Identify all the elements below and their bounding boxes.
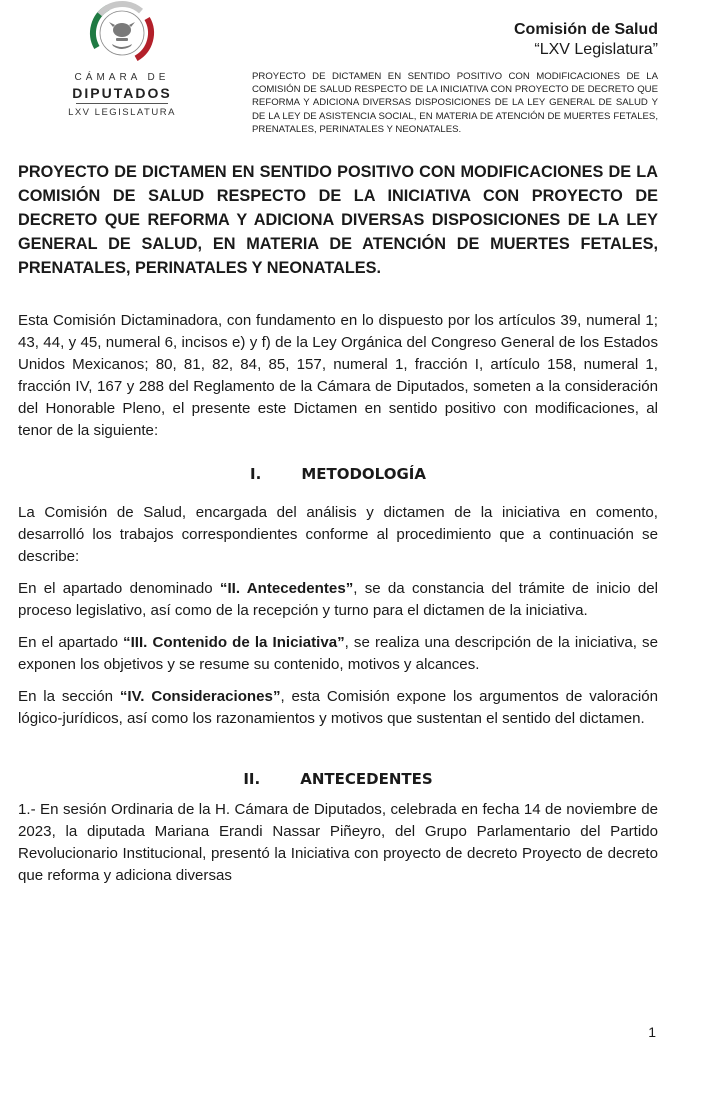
coat-of-arms-seal-icon bbox=[82, 0, 162, 62]
chamber-label-top: CÁMARA DE bbox=[74, 72, 170, 83]
methodology-paragraph-1: La Comisión de Salud, encargada del análisis y dictamen de la iniciativa en comento, desarrolló los trabajos correspondientes conforme al procedimiento que a continuación se describe: bbox=[18, 504, 658, 565]
commission-header bbox=[514, 20, 658, 60]
text-run: , esta Comisión expone los argumentos de valoración lógico-jurídicos, así como los razonamientos y motivos que sustentan el sentido del dictamen. bbox=[18, 688, 659, 727]
camara-logo bbox=[62, 0, 182, 128]
section-title: METODOLOGÍA bbox=[301, 465, 426, 483]
text-run: En el apartado bbox=[18, 634, 124, 651]
text-run: En la sección bbox=[18, 688, 120, 705]
text-run: , se da constancia del trámite de inicio del proceso legislativo, así como de la recepción y turno para el dictamen de la iniciativa. bbox=[18, 580, 658, 619]
section-title: ANTECEDENTES bbox=[300, 770, 433, 788]
commission-legislature: “LXV Legislatura” bbox=[534, 41, 658, 58]
commission-title: Comisión de Salud bbox=[513, 21, 658, 38]
methodology-paragraph-2 bbox=[18, 578, 658, 622]
bold-reference: “II. Antecedentes” bbox=[219, 580, 354, 597]
logo-divider bbox=[76, 103, 168, 104]
section-number: II. bbox=[243, 770, 261, 788]
document-body bbox=[18, 160, 658, 887]
header-summary: PROYECTO DE DICTAMEN EN SENTIDO POSITIVO CON MODIFICACIONES DE LA COMISIÓN DE SALUD RESPECTO DE LA INICIATIVA CON PROYECTO DE DECRETO QUE REFORMA Y ADICIONA DIVERSAS DISPOSICIONES DE LA LEY GENERAL DE SALUD Y DE LA LEY DE ASISTENCIA SOCIAL, EN MATERIA DE ATENCIÓN DE MUERTES FETALES, PRENATALES, PERINATALES Y NEONATALES. bbox=[252, 71, 658, 135]
document-title: PROYECTO DE DICTAMEN EN SENTIDO POSITIVO CON MODIFICACIONES DE LA COMISIÓN DE SALUD RESPECTO DE LA INICIATIVA CON PROYECTO DE DECRETO QUE REFORMA Y ADICIONA DIVERSAS DISPOSICIONES DE LA LEY GENERAL DE SALUD, EN MATERIA DE ATENCIÓN DE MUERTES FETALES, PRENATALES, PERINATALES Y NEONATALES. bbox=[18, 163, 658, 277]
text-run: En el apartado denominado bbox=[18, 580, 220, 597]
legislature-label: LXV LEGISLATURA bbox=[68, 107, 176, 118]
methodology-paragraph-4 bbox=[18, 686, 658, 730]
section-heading-antecedentes bbox=[18, 768, 658, 790]
chamber-label-main: DIPUTADOS bbox=[72, 85, 172, 101]
antecedentes-paragraph-1: 1.- En sesión Ordinaria de la H. Cámara de Diputados, celebrada en fecha 14 de noviembre de 2023, la diputada Mariana Erandi Nassar Piñeyro, del Grupo Parlamentario del Partido Revolucionario Institucional, presentó la Iniciativa con proyecto de decreto Proyecto de decreto que reforma y adiciona diversas bbox=[18, 801, 658, 884]
bold-reference: “IV. Consideraciones” bbox=[119, 688, 281, 705]
intro-paragraph: Esta Comisión Dictaminadora, con fundamento en lo dispuesto por los artículos 39, numeral 1; 43, 44, y 45, numeral 6, incisos e) y f) de la Ley Orgánica del Congreso General de los Estados Unidos Mexicanos; 80, 81, 82, 84, 85, 157, numeral 1, fracción I, artículo 158, numeral 1, fracción IV, 167 y 288 del Reglamento de la Cámara de Diputados, someten a la consideración del Honorable Pleno, el presente este Dictamen en sentido positivo con modificaciones, al tenor de la siguiente: bbox=[18, 312, 658, 439]
text-run: , se realiza una descripción de la iniciativa, se exponen los objetivos y se resume su contenido, motivos y alcances. bbox=[18, 634, 658, 673]
section-number: I. bbox=[250, 465, 262, 483]
methodology-paragraph-3 bbox=[18, 632, 658, 676]
page-number: 1 bbox=[648, 1024, 656, 1040]
section-heading-methodology bbox=[18, 463, 658, 485]
bold-reference: “III. Contenido de la Iniciativa” bbox=[123, 634, 345, 651]
